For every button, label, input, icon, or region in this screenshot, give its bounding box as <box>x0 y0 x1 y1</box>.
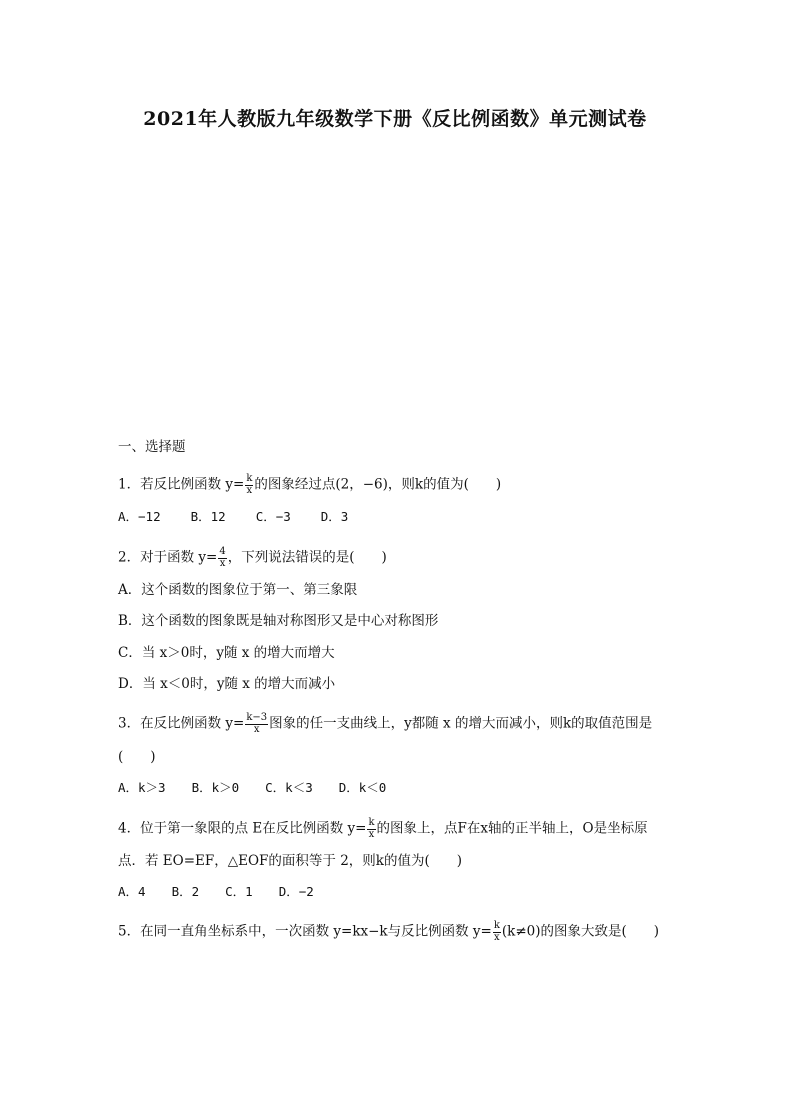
q1-fraction <box>245 474 253 496</box>
q3-option-b: B．k＞0 <box>191 780 240 795</box>
q5-fraction-denominator: x <box>494 931 500 943</box>
q5-text-end: (k≠0)的图象大致是( ) <box>501 923 660 940</box>
question-4 <box>118 818 648 840</box>
document-title: 2021年人教版九年级数学下册《反比例函数》单元测试卷 <box>143 108 647 130</box>
q4-fraction <box>367 818 375 840</box>
q1-fraction-denominator: x <box>246 484 253 496</box>
q4-text-start: 4．位于第一象限的点 E在反比例函数 y= <box>118 820 367 837</box>
q3-option-a: A．k＞3 <box>118 780 166 795</box>
q3-option-d: D．k＜0 <box>338 780 387 795</box>
section-heading: 一、选择题 <box>118 439 186 455</box>
q1-fraction-numerator: k <box>246 473 253 484</box>
q4-text-line2: 点．若 EO=EF，△EOF的面积等于 2，则k的值为( ) <box>118 853 463 869</box>
question-5 <box>118 921 659 943</box>
q4-option-b: B．2 <box>171 884 200 899</box>
q1-option-d: D．3 <box>320 509 349 524</box>
q3-options <box>118 782 386 795</box>
q5-text-start: 5．在同一直角坐标系中，一次函数 y=kx−k与反比例函数 y= <box>118 923 492 940</box>
q4-fraction-denominator: x <box>368 828 375 840</box>
q5-fraction-numerator: k <box>493 920 500 931</box>
q2-text-start: 2．对于函数 y= <box>118 549 218 566</box>
question-1 <box>118 474 501 496</box>
q2-option-c: C．当 x＞0时，y随 x 的增大而增大 <box>118 645 335 661</box>
q2-fraction-denominator: x <box>219 557 226 569</box>
q4-text-end: 的图象上，点F在x轴的正半轴上，O是坐标原 <box>376 820 648 837</box>
q2-option-a: A．这个函数的图象位于第一、第三象限 <box>118 582 358 598</box>
q3-fraction <box>245 713 268 735</box>
q3-answer-paren: ( ) <box>118 749 156 765</box>
q1-option-a: A．−12 <box>118 509 161 524</box>
q3-text-end: 图象的任一支曲线上，y都随 x 的增大而减小，则k的取值范围是 <box>269 715 653 732</box>
q2-fraction <box>218 547 226 569</box>
q1-text-end: 的图象经过点(2，−6)，则k的值为( ) <box>254 476 502 493</box>
q1-text-start: 1．若反比例函数 y= <box>118 476 245 493</box>
q4-option-d: D．−2 <box>278 884 314 899</box>
q3-fraction-denominator: x <box>253 723 260 735</box>
q2-option-b: B．这个函数的图象既是轴对称图形又是中心对称图形 <box>118 613 439 629</box>
q2-fraction-numerator: 4 <box>219 546 226 557</box>
q3-text-start: 3．在反比例函数 y= <box>118 715 245 732</box>
q2-text-end: ，下列说法错误的是( ) <box>227 549 387 566</box>
q4-fraction-numerator: k <box>368 817 375 828</box>
q5-fraction <box>493 921 501 943</box>
question-3 <box>118 713 652 735</box>
q2-option-d: D．当 x＜0时，y随 x 的增大而减小 <box>118 676 336 692</box>
q4-option-c: C．1 <box>225 884 253 899</box>
q3-option-c: C．k＜3 <box>265 780 313 795</box>
q1-option-c: C．−3 <box>255 509 291 524</box>
q4-options <box>118 886 314 899</box>
q1-options <box>118 511 348 524</box>
q3-fraction-numerator: k−3 <box>246 712 268 723</box>
q1-option-b: B．12 <box>190 509 226 524</box>
q4-option-a: A．4 <box>118 884 146 899</box>
question-2 <box>118 547 387 569</box>
